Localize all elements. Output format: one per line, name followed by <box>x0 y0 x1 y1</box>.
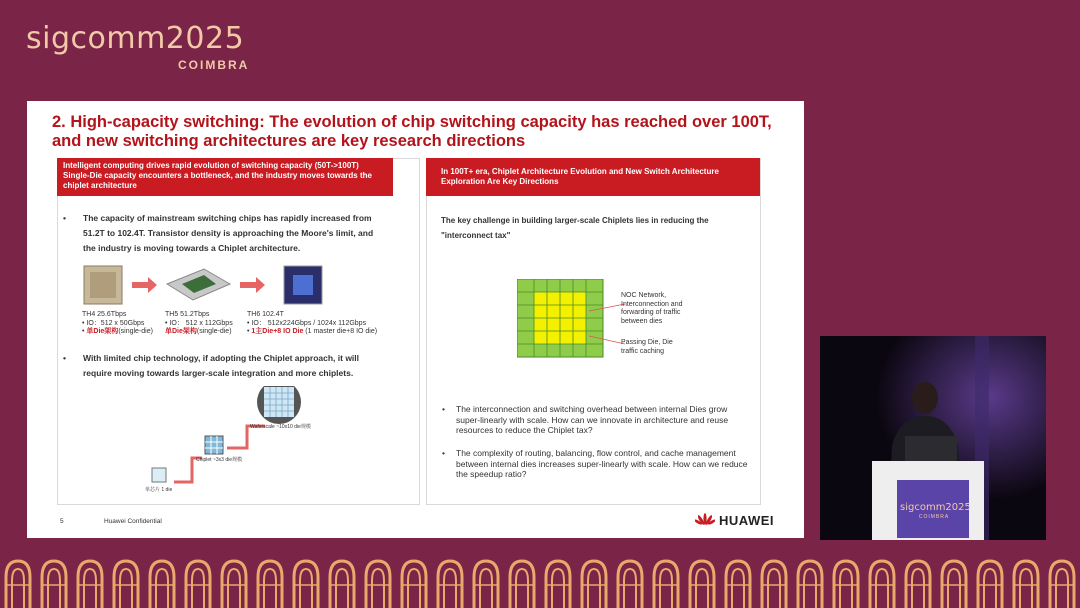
challenge-text: The key challenge in building larger-scale Chiplets lies in reducing the "interconnect tax" <box>441 216 709 240</box>
podium-logo: sigcomm2025 <box>900 502 971 513</box>
huawei-flower-icon <box>695 513 715 527</box>
logo-location: COIMBRA <box>178 58 250 72</box>
huawei-wordmark: HUAWEI <box>719 513 774 528</box>
right-bullet-1 <box>442 404 751 436</box>
noc-label: NOC Network, Interconnection and forwarding of traffic between dies <box>621 292 683 325</box>
arrow-icon <box>240 277 265 293</box>
logo-text: sigcomm2025 <box>26 21 245 56</box>
bullet-dot: • <box>63 213 66 223</box>
chip-th4-name: TH4 25.6Tbps <box>82 311 127 318</box>
bullet-dot: • <box>63 353 66 363</box>
chip-th4-io: • IO：512 x 50Gbps <box>82 319 145 327</box>
bullet-dot: • <box>442 404 445 414</box>
slide-title: 2. High-capacity switching: The evolution of chip switching capacity has reached over 100T, and new switching architectures are key research directions <box>52 113 772 150</box>
huawei-logo <box>695 513 774 528</box>
right-panel-header: In 100T+ era, Chiplet Architecture Evolution and New Switch Architecture Exploration Are Key Directions <box>426 158 760 196</box>
podium-location: COIMBRA <box>918 514 950 520</box>
chip-th4-info <box>82 311 162 337</box>
label-chiplet: Chiplet ~3x3 die规模 <box>196 457 242 463</box>
speaker-video <box>820 336 1046 540</box>
right-bullet-2-text: The complexity of routing, balancing, flow control, and cache management between internal dies increases super-linearly with scale. How can we reduce the speedup ratio? <box>456 448 748 479</box>
chip-th6-arch: • 1主Die+8 IO Die (1 master die+8 IO die) <box>247 328 378 335</box>
chip-th6-io: • IO： 512x224Gbps / 1024x 112Gbps <box>247 319 367 327</box>
chiplet-icon <box>205 436 223 454</box>
left-bullet-1-text: The capacity of mainstream switching chips has rapidly increased from 51.2T to 102.4T. Transistor density is approaching the Moore's limit, and the industry is moving towards a Chiplet architecture. <box>83 213 374 253</box>
chip-th5-io: • IO： 512 x 112Gbps <box>165 319 233 327</box>
decorative-pattern-strip <box>0 555 1080 608</box>
chip-th5-info <box>165 311 245 337</box>
confidential-note: Huawei Confidential <box>104 518 162 525</box>
left-bullet-2-text: With limited chip technology, if adopting the Chiplet approach, it will require moving towards larger-scale integration and more chiplets. <box>83 353 360 378</box>
arrow-icon <box>132 277 157 293</box>
chip-evolution-graphic <box>82 264 332 309</box>
chip-th5-arch: 单Die架构(single-die) <box>165 328 232 335</box>
chip-th6-info <box>247 311 407 337</box>
left-panel-header: Intelligent computing drives rapid evolution of switching capacity (50T->100T) Single-Die capacity encounters a bottleneck, and the industry moves towards the chiplet architecture <box>57 158 393 196</box>
speaker-head <box>912 382 938 414</box>
right-bullet-1-text: The interconnection and switching overhead between internal Dies grow super-linearly with scale. How can we innovate in architecture and reuse resources to reduce the Chiplet tax? <box>456 404 729 435</box>
single-die-icon <box>152 468 166 482</box>
chip-th4-arch: • 单Die架构(single-die) <box>82 328 153 335</box>
chip-th6-name: TH6 102.4T <box>247 311 284 318</box>
label-waferscale: Waferscale ~10x10 die规模 <box>250 424 311 430</box>
right-bullet-2 <box>442 448 751 480</box>
sigcomm-logo <box>26 21 250 72</box>
chip-th5-name: TH5 51.2Tbps <box>165 311 210 318</box>
page-number: 5 <box>60 518 64 525</box>
left-bullet-2 <box>63 351 388 381</box>
label-single-die: 单芯片 1 die <box>145 487 173 493</box>
scaling-staircase-graphic <box>147 386 327 496</box>
passing-die-label: Passing Die, Die traffic caching <box>621 339 673 355</box>
laptop <box>905 436 957 462</box>
presentation-slide <box>27 101 804 538</box>
left-bullet-1 <box>63 211 388 256</box>
bullet-dot: • <box>442 448 445 458</box>
